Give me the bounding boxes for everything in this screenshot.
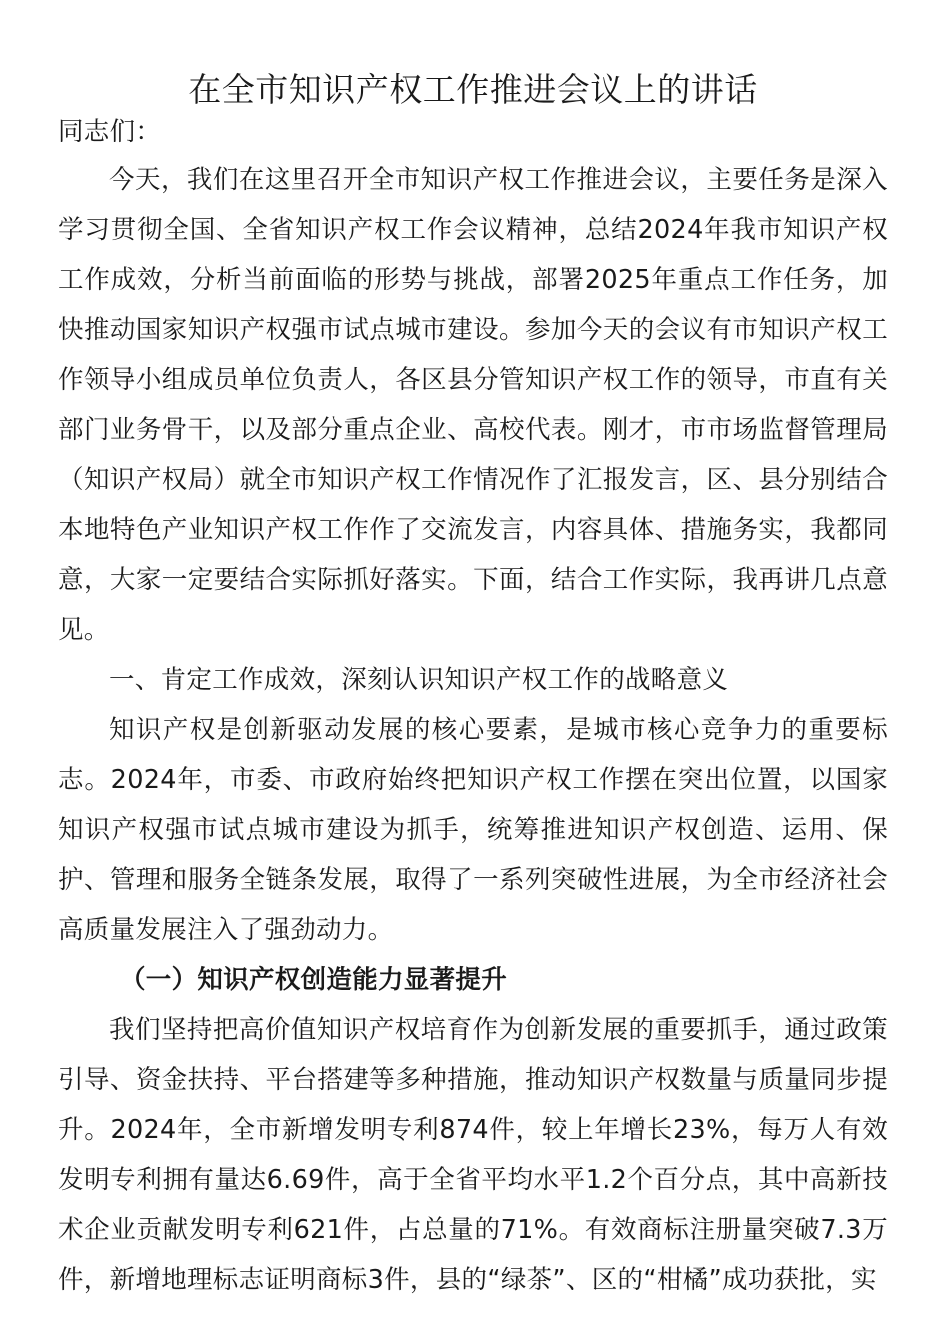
paragraph-sub-1-body: 我们坚持把高价值知识产权培育作为创新发展的重要抓手，通过政策引导、资金扶持、平台搭建等多种措施，推动知识产权数量与质量同步提升。2024年，全市新增发明专利874件，较上年增长23%，每万人有效发明专利拥有量达6.69件，高于全省平均水平1.2个百分点，其中高新技术企业贡献发明专利621件，占总量的71%。有效商标注册量突破7.3万件，新增地理标志证明商标3件，县的“绿茶”、区的“柑橘”成功获批，实 xyxy=(58,1015,888,1295)
document-page xyxy=(58,66,888,1305)
paragraph-section-1-intro: 知识产权是创新驱动发展的核心要素，是城市核心竞争力的重要标志。2024年，市委、市政府始终把知识产权工作摆在突出位置，以国家知识产权强市试点城市建设为抓手，统筹推进知识产权创造、运用、保护、管理和服务全链条发展，取得了一系列突破性进展，为全市经济社会高质量发展注入了强劲动力。 xyxy=(58,715,888,945)
sub-heading-1: （一）知识产权创造能力显著提升 xyxy=(120,965,508,995)
salutation: 同志们： xyxy=(58,117,162,147)
paragraph-opening: 今天，我们在这里召开全市知识产权工作推进会议，主要任务是深入学习贯彻全国、全省知识产权工作会议精神，总结2024年我市知识产权工作成效，分析当前面临的形势与挑战，部署2025年重点工作任务，加快推动国家知识产权强市试点城市建设。参加今天的会议有市知识产权工作领导小组成员单位负责人，各区县分管知识产权工作的领导，市直有关部门业务骨干，以及部分重点企业、高校代表。刚才，市市场监督管理局（知识产权局）就全市知识产权工作情况作了汇报发言，区、县分别结合本地特色产业知识产权工作作了交流发言，内容具体、措施务实，我都同意，大家一定要结合实际抓好落实。下面，结合工作实际，我再讲几点意见。 xyxy=(58,165,888,645)
section-heading-1: 一、肯定工作成效，深刻认识知识产权工作的战略意义 xyxy=(109,665,729,695)
document-title: 在全市知识产权工作推进会议上的讲话 xyxy=(188,70,758,109)
